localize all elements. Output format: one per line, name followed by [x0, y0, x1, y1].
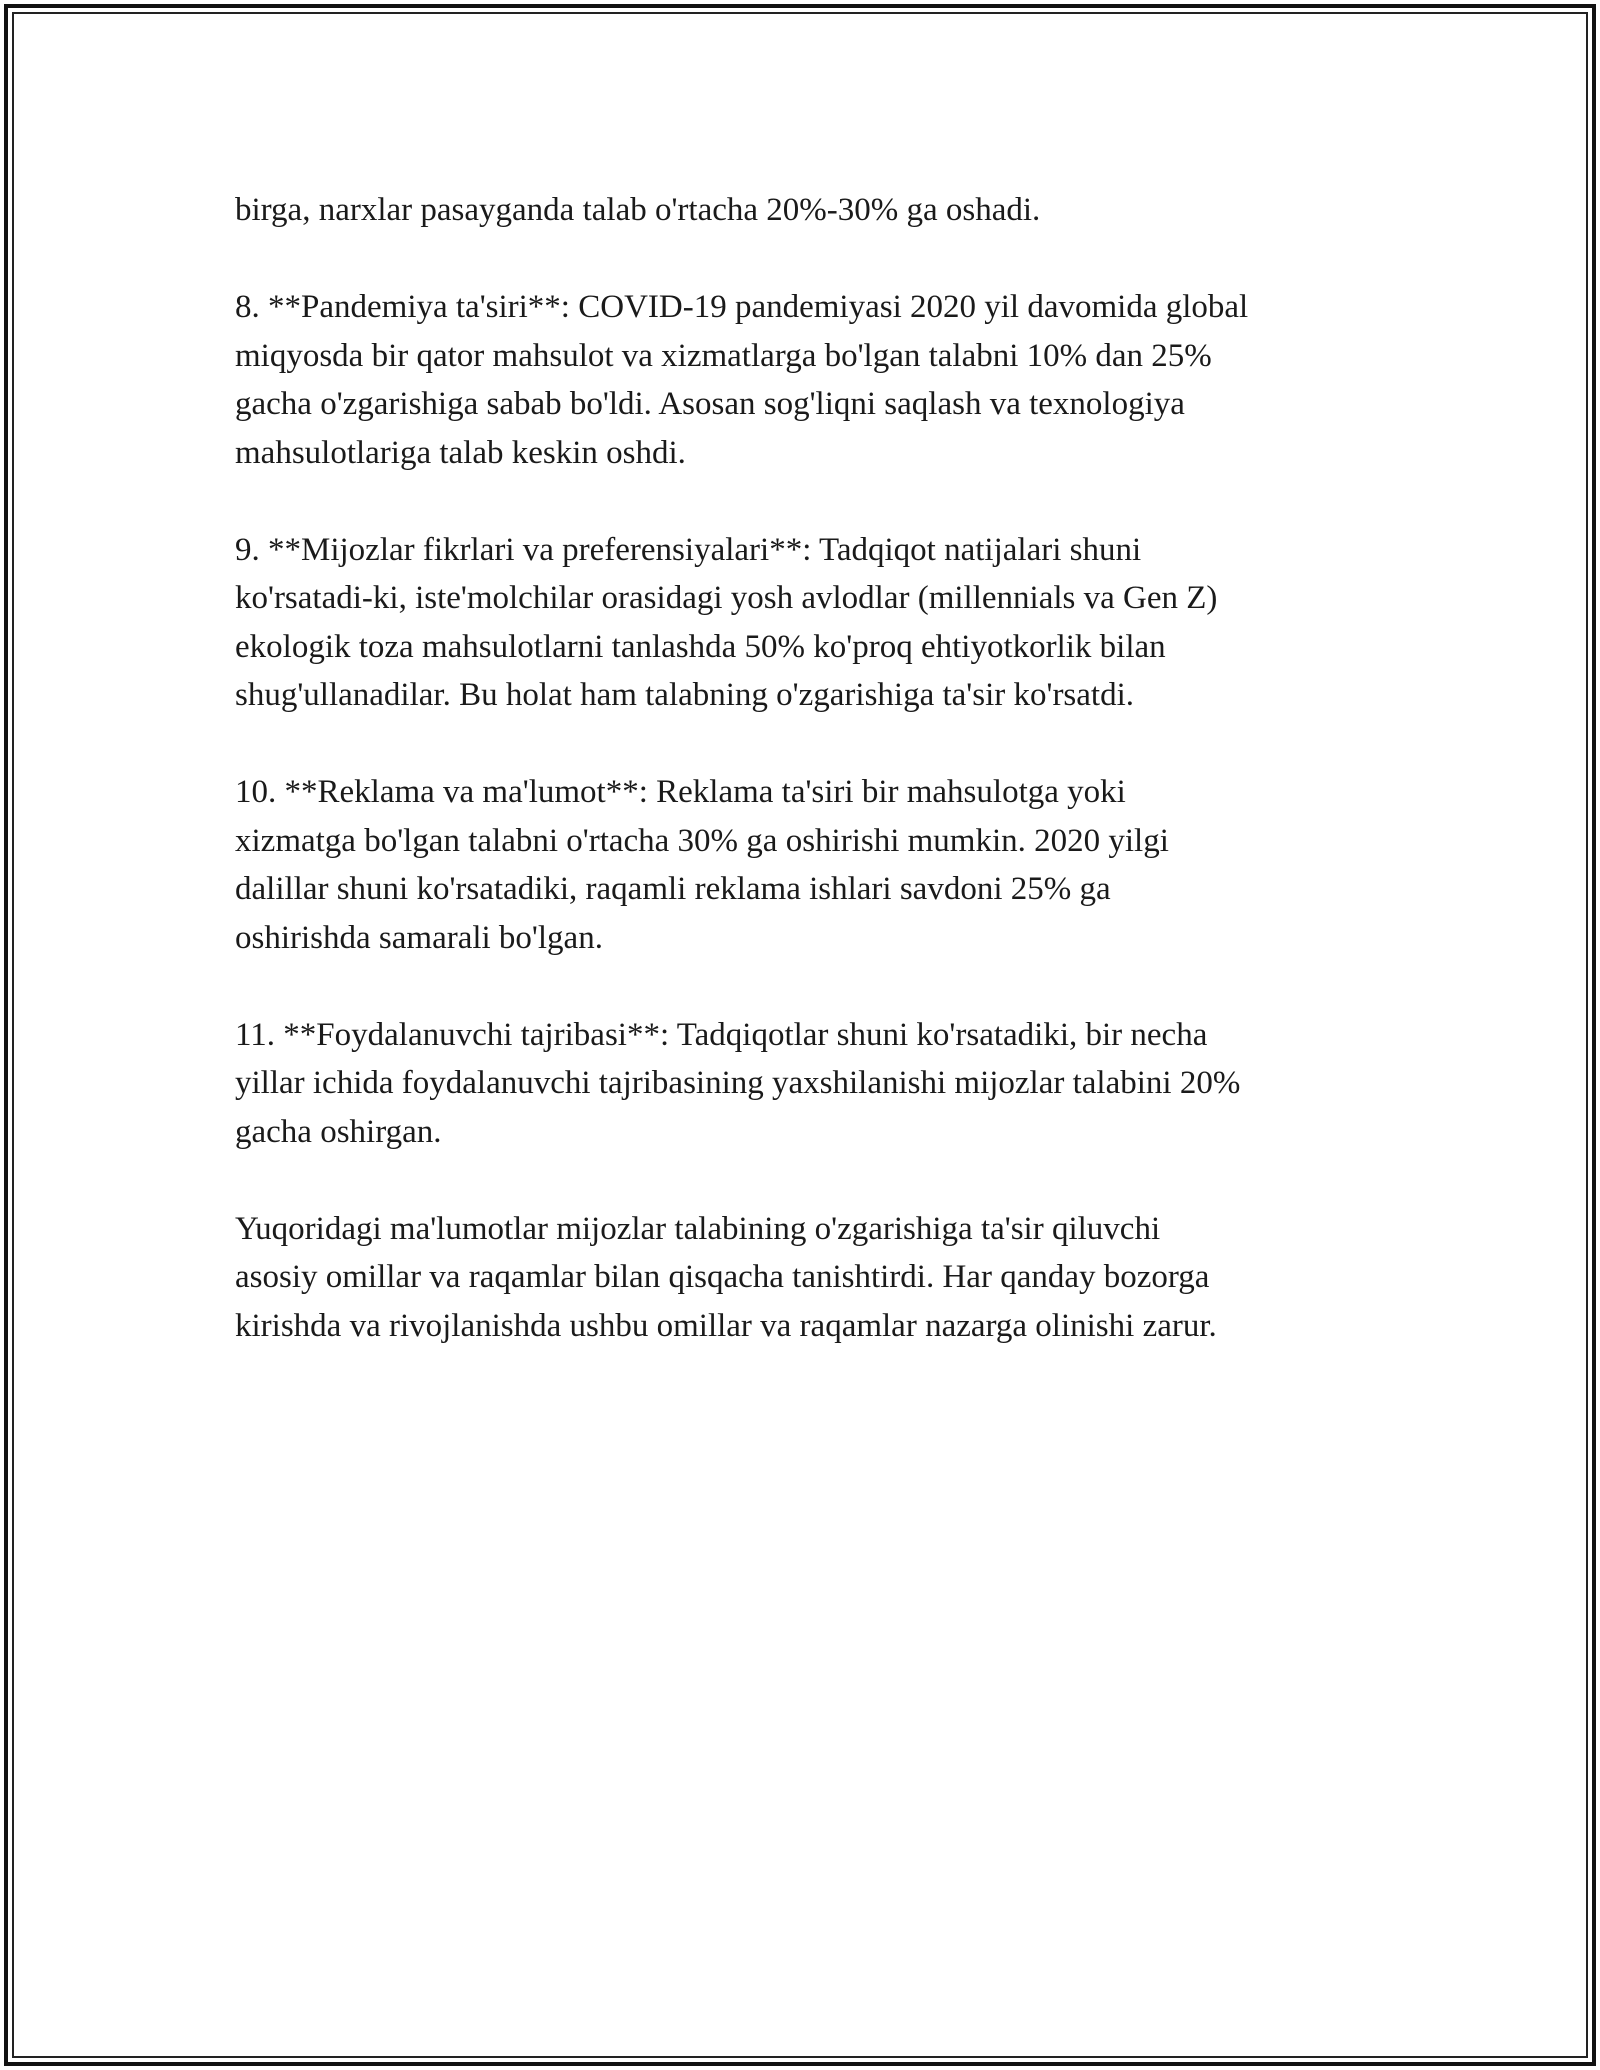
paragraph-conclusion: Yuqoridagi ma'lumotlar mijozlar talabining o'zgarishiga ta'sir qiluvchi asosiy omillar va raqamlar bilan qisqacha tanishtirdi. Har qanday bozorga kirishda va rivojlanishda ushbu omillar va raqamlar nazarga olinishi zarur.: [235, 1210, 1217, 1344]
paragraph-continuation: birga, narxlar pasayganda talab o'rtacha 20%-30% ga oshadi.: [235, 192, 1041, 228]
paragraph-item-11-user-experience: 11. **Foydalanuvchi tajribasi**: Tadqiqotlar shuni ko'rsatadiki, bir necha yillar ichida foydalanuvchi tajribasining yaxshilanishi mijozlar talabini 20% gacha oshirgan.: [235, 1016, 1241, 1150]
document-body: [235, 186, 1385, 1399]
paragraph-item-8-pandemic: 8. **Pandemiya ta'siri**: COVID-19 pandemiyasi 2020 yil davomida global miqyosda bir qator mahsulot va xizmatlarga bo'lgan talabni 10% dan 25% gacha o'zgarishiga sabab bo'ldi. Asosan sog'liqni saqlash va texnologiya mahsulotlariga talab keskin oshdi.: [235, 289, 1249, 471]
paragraph-item-10-advertising: 10. **Reklama va ma'lumot**: Reklama ta'siri bir mahsulotga yoki xizmatga bo'lgan talabni o'rtacha 30% ga oshirishi mumkin. 2020 yilgi dalillar shuni ko'rsatadiki, raqamli reklama ishlari savdoni 25% ga oshirishda samarali bo'lgan.: [235, 774, 1169, 956]
paragraph-item-9-customer-preferences: 9. **Mijozlar fikrlari va preferensiyalari**: Tadqiqot natijalari shuni ko'rsatadi-ki, iste'molchilar orasidagi yosh avlodlar (millennials va Gen Z) ekologik toza mahsulotlarni tanlashda 50% ko'proq ehtiyotkorlik bilan shug'ullanadilar. Bu holat ham talabning o'zgarishiga ta'sir ko'rsatdi.: [235, 531, 1218, 713]
